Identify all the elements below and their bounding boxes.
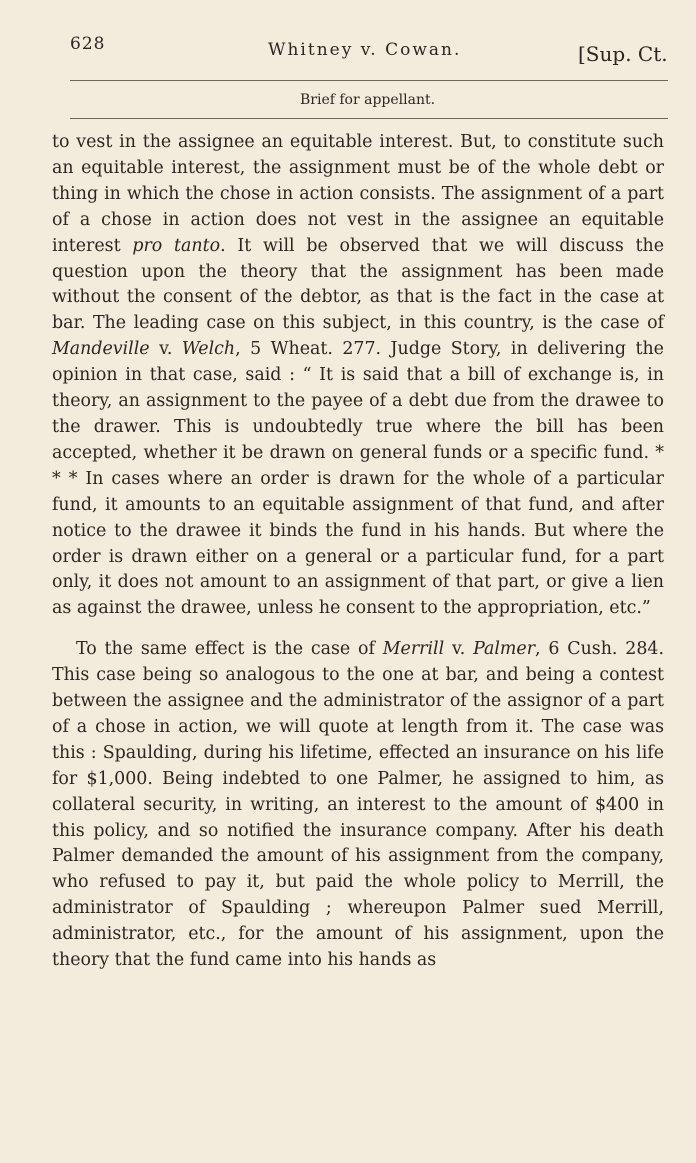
paragraph: to vest in the assignee an equitable interest. But, to constitute such an equitable interest, the assignment must be of the whole debt or thing in which the chose in action consists. The assignment of a part of a chose in action does not vest in the assignee an equitable interest pro tanto. It will be observed that we will discuss the question upon the theory that the assignment has been made without the consent of the debtor, as that is the fact in the case at bar. The leading case on this subject, in this country, is the case of Mandeville v. Welch, 5 Wheat. 277. Judge Story, in delivering the opinion in that case, said : “ It is said that a bill of exchange is, in theory, an assignment to the payee of a debt due from the drawee to the drawer. This is undoubtedly true where the bill has been accepted, whether it be drawn on general funds or a specific fund. * * * In cases where an order is drawn for the whole of a particular fund, it amounts to an equitable assignment of that fund, and after notice to the drawee it binds the fund in his hands. But where the order is drawn either on a general or a particular fund, for a part only, it does not amount to an assignment of that part, or give a lien as against the drawee, unless he consent to the appropriation, etc.”	[52, 132, 664, 619]
paragraph: To the same effect is the case of Merrill v. Palmer, 6 Cush. 284. This case being so analogous to the one at bar, and being a contest between the assignee and the administrator of the assignor of a part of a chose in action, we will quote at length from it. The case was this : Spaulding, during his lifetime, effected an insurance on his life for $1,000. Being indebted to one Palmer, he assigned to him, as collateral security, in writing, an interest to the amount of $400 in this policy, and so notified the insurance company. After his death Palmer demanded the amount of his assignment from the company, who refused to pay it, but paid the whole policy to Merrill, the administrator of Spaulding ; whereupon Palmer sued Merrill, administrator, etc., for the amount of his assignment, upon the theory that the fund came into his hands as	[52, 639, 664, 971]
body-text	[52, 130, 664, 974]
court-label: [Sup. Ct.	[578, 42, 668, 66]
page-number: 628	[70, 34, 106, 54]
running-title: Whitney v. Cowan.	[268, 40, 462, 60]
subheader-rule	[70, 118, 668, 119]
section-subheader: Brief for appellant.	[300, 92, 436, 108]
header-rule	[70, 80, 668, 81]
page-header	[0, 30, 696, 70]
